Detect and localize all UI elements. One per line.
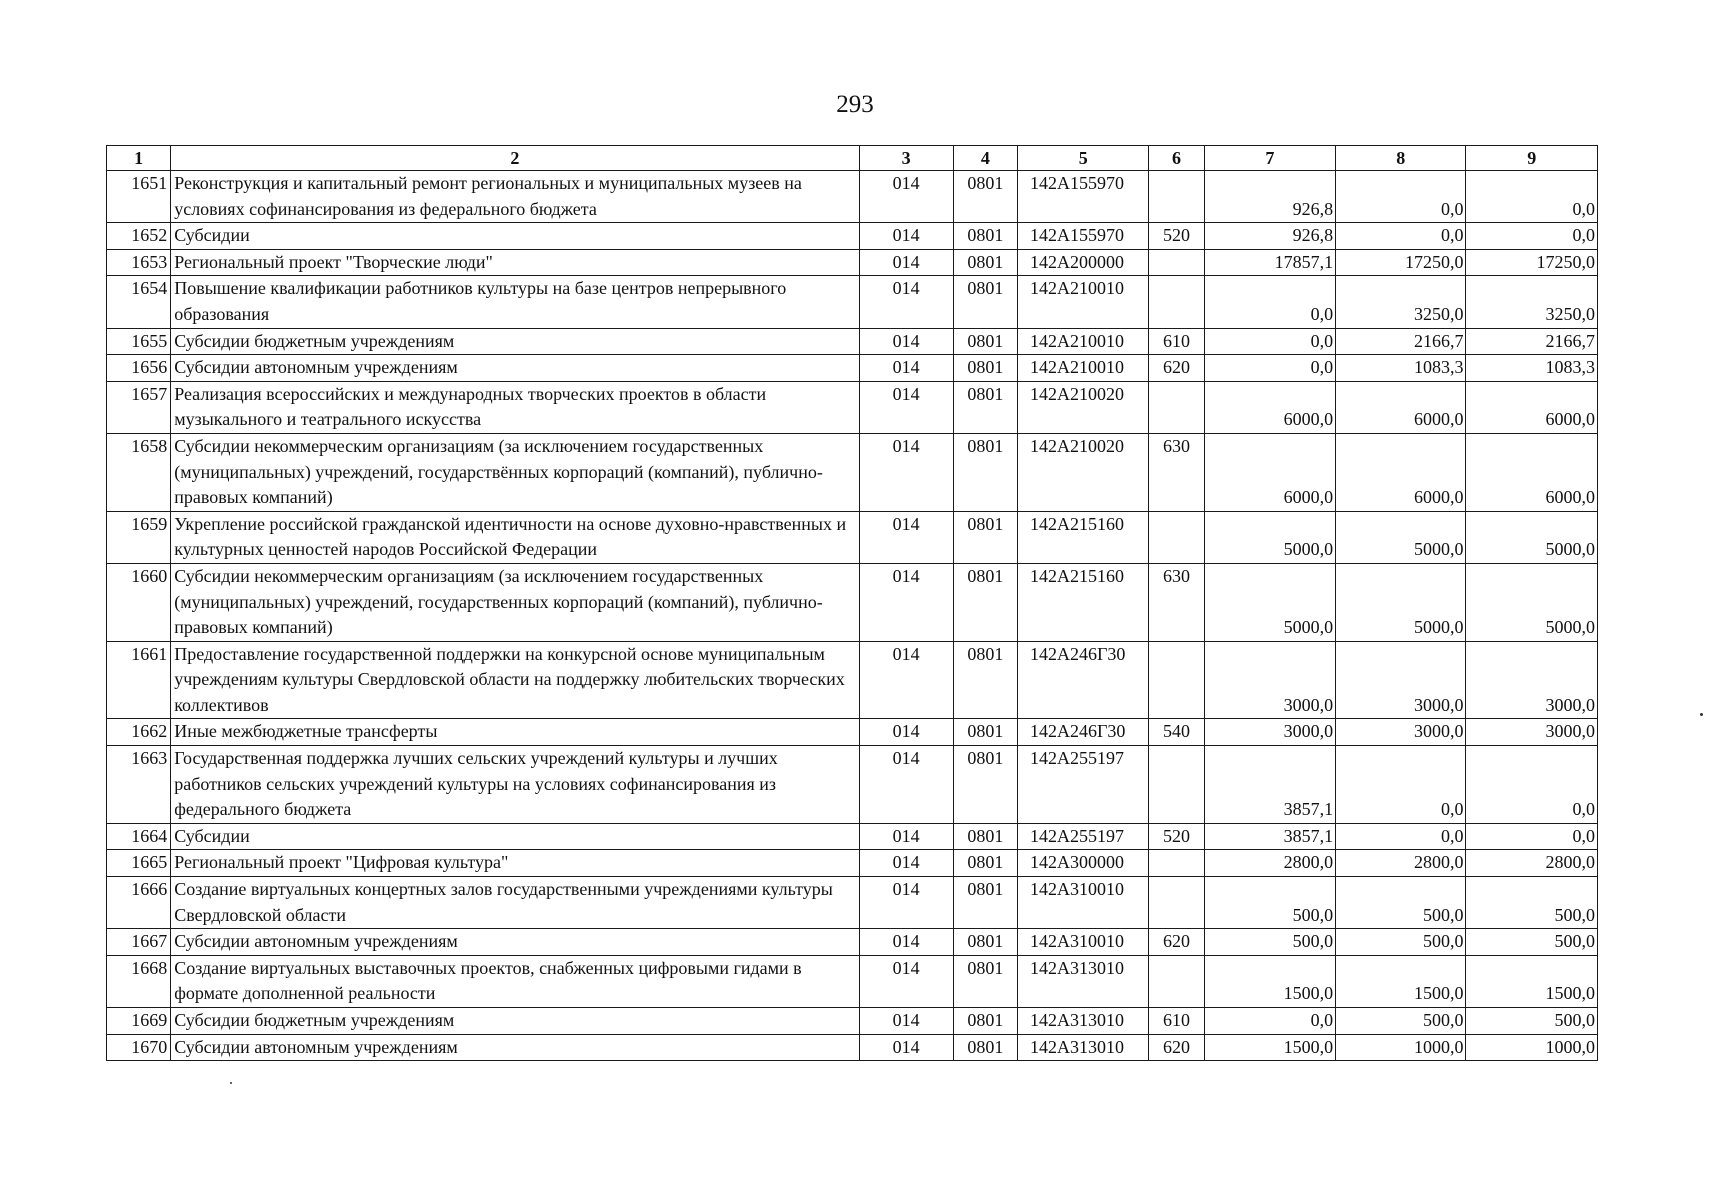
column-header-1: 1 [107,146,171,171]
row-amount-col7: 6000,0 [1204,381,1335,433]
row-section-code: 0801 [953,823,1017,850]
table-row [107,171,1598,223]
table-row [107,223,1598,250]
row-ministry-code: 014 [859,276,953,328]
row-amount-col8: 0,0 [1336,823,1466,850]
table-row [107,746,1598,824]
row-amount-col9: 3000,0 [1466,719,1598,746]
row-description: Региональный проект "Творческие люди" [171,249,859,276]
row-expense-type: 630 [1149,563,1204,641]
row-ministry-code: 014 [859,511,953,563]
row-expense-type: 610 [1149,1008,1204,1035]
row-number: 1653 [107,249,171,276]
row-ministry-code: 014 [859,877,953,929]
row-description: Субсидии [171,223,859,250]
row-amount-col9: 500,0 [1466,1008,1598,1035]
row-section-code: 0801 [953,641,1017,719]
row-expense-type [1149,877,1204,929]
table-row [107,381,1598,433]
table-row [107,328,1598,355]
row-section-code: 0801 [953,276,1017,328]
row-number: 1666 [107,877,171,929]
row-amount-col8: 0,0 [1336,223,1466,250]
budget-table [106,145,1598,1061]
row-amount-col7: 2800,0 [1204,850,1335,877]
row-amount-col7: 0,0 [1204,355,1335,382]
row-ministry-code: 014 [859,381,953,433]
row-ministry-code: 014 [859,171,953,223]
row-amount-col8: 1500,0 [1336,955,1466,1007]
row-amount-col8: 500,0 [1336,877,1466,929]
row-target-code: 142A155970 [1018,223,1149,250]
row-amount-col9: 1000,0 [1466,1034,1598,1061]
row-target-code: 142A210020 [1018,433,1149,511]
row-expense-type: 630 [1149,433,1204,511]
row-description: Субсидии автономным учреждениям [171,929,859,956]
row-amount-col8: 17250,0 [1336,249,1466,276]
row-number: 1664 [107,823,171,850]
row-amount-col7: 926,8 [1204,223,1335,250]
row-ministry-code: 014 [859,563,953,641]
row-expense-type: 620 [1149,355,1204,382]
row-number: 1658 [107,433,171,511]
row-expense-type: 610 [1149,328,1204,355]
row-ministry-code: 014 [859,249,953,276]
row-description: Создание виртуальных концертных залов государственными учреждениями культуры Свердловской области [171,877,859,929]
row-amount-col8: 3000,0 [1336,719,1466,746]
column-header-7: 7 [1204,146,1335,171]
row-description: Предоставление государственной поддержки на конкурсной основе муниципальным учреждениям культуры Свердловской области на поддержку любительских творческих коллективов [171,641,859,719]
row-expense-type [1149,381,1204,433]
row-amount-col9: 0,0 [1466,223,1598,250]
row-amount-col9: 3000,0 [1466,641,1598,719]
row-number: 1663 [107,746,171,824]
row-target-code: 142A215160 [1018,511,1149,563]
scan-speck [1700,713,1703,716]
row-amount-col7: 3000,0 [1204,719,1335,746]
row-number: 1669 [107,1008,171,1035]
row-amount-col7: 3857,1 [1204,746,1335,824]
row-target-code: 142A210010 [1018,276,1149,328]
row-amount-col8: 3000,0 [1336,641,1466,719]
row-ministry-code: 014 [859,823,953,850]
table-row [107,433,1598,511]
row-target-code: 142A313010 [1018,1008,1149,1035]
row-amount-col8: 500,0 [1336,1008,1466,1035]
row-number: 1670 [107,1034,171,1061]
row-amount-col7: 1500,0 [1204,955,1335,1007]
column-header-8: 8 [1336,146,1466,171]
row-section-code: 0801 [953,433,1017,511]
row-description: Создание виртуальных выставочных проектов, снабженных цифровыми гидами в формате дополненной реальности [171,955,859,1007]
row-description: Региональный проект "Цифровая культура" [171,850,859,877]
row-ministry-code: 014 [859,1008,953,1035]
header-row [107,146,1598,171]
row-target-code: 142A155970 [1018,171,1149,223]
row-section-code: 0801 [953,1034,1017,1061]
row-amount-col9: 3250,0 [1466,276,1598,328]
row-amount-col9: 1083,3 [1466,355,1598,382]
row-section-code: 0801 [953,955,1017,1007]
row-section-code: 0801 [953,929,1017,956]
row-amount-col9: 500,0 [1466,877,1598,929]
row-target-code: 142A200000 [1018,249,1149,276]
row-amount-col7: 5000,0 [1204,511,1335,563]
row-description: Субсидии бюджетным учреждениям [171,1008,859,1035]
row-description: Государственная поддержка лучших сельских учреждений культуры и лучших работников сельских учреждений культуры на условиях софинансирования из федерального бюджета [171,746,859,824]
row-description: Субсидии бюджетным учреждениям [171,328,859,355]
row-expense-type: 620 [1149,929,1204,956]
row-section-code: 0801 [953,746,1017,824]
row-target-code: 142A255197 [1018,746,1149,824]
row-amount-col7: 3000,0 [1204,641,1335,719]
row-description: Иные межбюджетные трансферты [171,719,859,746]
row-amount-col9: 17250,0 [1466,249,1598,276]
table-row [107,719,1598,746]
row-description: Реализация всероссийских и международных творческих проектов в области музыкального и театрального искусства [171,381,859,433]
table-body [107,171,1598,1061]
row-amount-col9: 0,0 [1466,746,1598,824]
column-header-6: 6 [1149,146,1204,171]
row-expense-type [1149,955,1204,1007]
row-number: 1668 [107,955,171,1007]
row-number: 1661 [107,641,171,719]
table-row [107,1034,1598,1061]
row-amount-col8: 6000,0 [1336,433,1466,511]
row-section-code: 0801 [953,719,1017,746]
row-target-code: 142A210020 [1018,381,1149,433]
row-amount-col7: 500,0 [1204,877,1335,929]
row-amount-col7: 1500,0 [1204,1034,1335,1061]
row-amount-col8: 0,0 [1336,746,1466,824]
row-number: 1654 [107,276,171,328]
row-description: Субсидии [171,823,859,850]
row-amount-col9: 1500,0 [1466,955,1598,1007]
row-ministry-code: 014 [859,1034,953,1061]
row-expense-type: 520 [1149,223,1204,250]
table-row [107,929,1598,956]
row-amount-col8: 1083,3 [1336,355,1466,382]
row-section-code: 0801 [953,381,1017,433]
row-section-code: 0801 [953,850,1017,877]
row-expense-type [1149,171,1204,223]
row-amount-col9: 2800,0 [1466,850,1598,877]
row-description: Укрепление российской гражданской идентичности на основе духовно-нравственных и культурных ценностей народов Российской Федерации [171,511,859,563]
row-description: Субсидии автономным учреждениям [171,1034,859,1061]
row-amount-col7: 6000,0 [1204,433,1335,511]
table-row [107,355,1598,382]
column-header-3: 3 [859,146,953,171]
row-amount-col8: 0,0 [1336,171,1466,223]
row-section-code: 0801 [953,355,1017,382]
row-target-code: 142A255197 [1018,823,1149,850]
table-row [107,276,1598,328]
row-ministry-code: 014 [859,746,953,824]
row-section-code: 0801 [953,877,1017,929]
row-amount-col9: 6000,0 [1466,433,1598,511]
row-amount-col9: 500,0 [1466,929,1598,956]
table-row [107,877,1598,929]
row-expense-type [1149,511,1204,563]
row-amount-col7: 926,8 [1204,171,1335,223]
row-target-code: 142A300000 [1018,850,1149,877]
row-ministry-code: 014 [859,223,953,250]
table-row [107,955,1598,1007]
row-section-code: 0801 [953,511,1017,563]
row-ministry-code: 014 [859,929,953,956]
row-target-code: 142A310010 [1018,877,1149,929]
row-section-code: 0801 [953,563,1017,641]
row-amount-col8: 5000,0 [1336,511,1466,563]
row-section-code: 0801 [953,171,1017,223]
row-description: Субсидии некоммерческим организациям (за исключением государственных (муниципальных) учреждений, государственных корпораций (компаний), публично-правовых компаний) [171,563,859,641]
column-header-5: 5 [1018,146,1149,171]
row-amount-col7: 17857,1 [1204,249,1335,276]
table-row [107,1008,1598,1035]
row-amount-col7: 5000,0 [1204,563,1335,641]
column-header-2: 2 [171,146,859,171]
row-amount-col7: 0,0 [1204,1008,1335,1035]
row-number: 1667 [107,929,171,956]
row-expense-type [1149,641,1204,719]
row-number: 1665 [107,850,171,877]
table-header [107,146,1598,171]
table-row [107,850,1598,877]
row-target-code: 142A210010 [1018,328,1149,355]
row-ministry-code: 014 [859,328,953,355]
row-ministry-code: 014 [859,955,953,1007]
table-row [107,823,1598,850]
table-row [107,249,1598,276]
row-number: 1652 [107,223,171,250]
row-expense-type [1149,249,1204,276]
row-amount-col8: 5000,0 [1336,563,1466,641]
row-amount-col9: 5000,0 [1466,563,1598,641]
row-number: 1651 [107,171,171,223]
row-amount-col7: 0,0 [1204,328,1335,355]
row-expense-type: 620 [1149,1034,1204,1061]
row-description: Повышение квалификации работников культуры на базе центров непрерывного образования [171,276,859,328]
table-row [107,563,1598,641]
page-number: 293 [836,91,874,118]
row-expense-type [1149,276,1204,328]
table-row [107,641,1598,719]
row-expense-type: 540 [1149,719,1204,746]
column-header-9: 9 [1466,146,1598,171]
row-amount-col9: 2166,7 [1466,328,1598,355]
row-section-code: 0801 [953,328,1017,355]
row-target-code: 142A246Г30 [1018,719,1149,746]
row-ministry-code: 014 [859,850,953,877]
row-number: 1655 [107,328,171,355]
row-ministry-code: 014 [859,433,953,511]
row-amount-col8: 500,0 [1336,929,1466,956]
row-section-code: 0801 [953,249,1017,276]
row-amount-col8: 2166,7 [1336,328,1466,355]
row-expense-type: 520 [1149,823,1204,850]
row-amount-col7: 3857,1 [1204,823,1335,850]
row-target-code: 142A246Г30 [1018,641,1149,719]
row-amount-col9: 0,0 [1466,171,1598,223]
row-expense-type [1149,746,1204,824]
scan-speck [230,1082,232,1084]
row-target-code: 142A313010 [1018,955,1149,1007]
row-amount-col7: 500,0 [1204,929,1335,956]
row-amount-col8: 1000,0 [1336,1034,1466,1061]
row-number: 1659 [107,511,171,563]
row-number: 1662 [107,719,171,746]
table-row [107,511,1598,563]
row-ministry-code: 014 [859,355,953,382]
row-amount-col9: 6000,0 [1466,381,1598,433]
row-expense-type [1149,850,1204,877]
row-amount-col8: 3250,0 [1336,276,1466,328]
row-number: 1657 [107,381,171,433]
row-description: Субсидии некоммерческим организациям (за исключением государственных (муниципальных) учреждений, государствённых корпораций (компаний), публично-правовых компаний) [171,433,859,511]
row-section-code: 0801 [953,1008,1017,1035]
row-ministry-code: 014 [859,641,953,719]
row-target-code: 142A313010 [1018,1034,1149,1061]
row-description: Субсидии автономным учреждениям [171,355,859,382]
row-ministry-code: 014 [859,719,953,746]
row-amount-col9: 5000,0 [1466,511,1598,563]
row-amount-col8: 2800,0 [1336,850,1466,877]
row-amount-col9: 0,0 [1466,823,1598,850]
column-header-4: 4 [953,146,1017,171]
row-target-code: 142A310010 [1018,929,1149,956]
row-target-code: 142A210010 [1018,355,1149,382]
row-amount-col8: 6000,0 [1336,381,1466,433]
row-description: Реконструкция и капитальный ремонт региональных и муниципальных музеев на условиях софинансирования из федерального бюджета [171,171,859,223]
row-number: 1656 [107,355,171,382]
row-number: 1660 [107,563,171,641]
row-amount-col7: 0,0 [1204,276,1335,328]
row-target-code: 142A215160 [1018,563,1149,641]
row-section-code: 0801 [953,223,1017,250]
